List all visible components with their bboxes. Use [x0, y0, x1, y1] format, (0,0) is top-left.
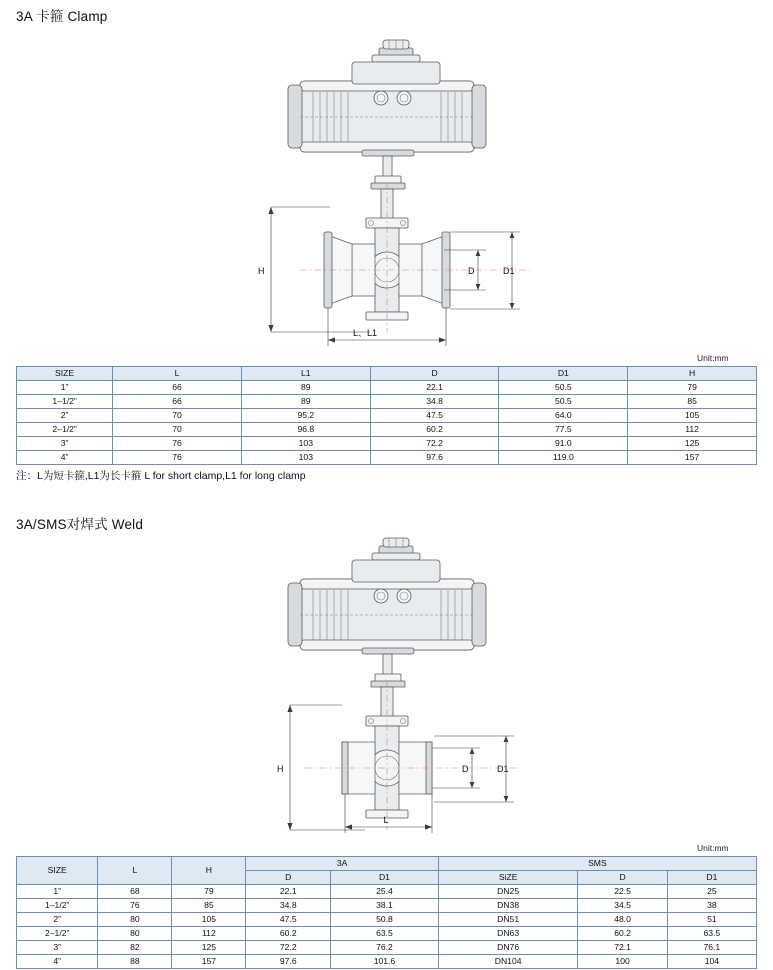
cell-sms-d1: 76.1	[667, 941, 756, 955]
cell-l: 66	[113, 395, 242, 409]
actuator-assembly	[288, 538, 486, 687]
cell-sms-size: DN51	[438, 913, 578, 927]
dimension-label-l-l1: L、L1	[352, 328, 378, 338]
dimension-label-h: H	[277, 764, 284, 774]
table-row	[17, 451, 757, 465]
th-size: SIZE	[17, 367, 113, 381]
table-row	[17, 437, 757, 451]
cell-sms-d1: 63.5	[667, 927, 756, 941]
cell-d: 34.8	[370, 395, 499, 409]
cell-l1: 103	[241, 437, 370, 451]
table-group-header-row	[17, 857, 757, 871]
cell-l: 66	[113, 381, 242, 395]
cell-h: 157	[628, 451, 757, 465]
cell-sms-size: DN104	[438, 955, 578, 969]
table-row	[17, 409, 757, 423]
table-row	[17, 927, 757, 941]
th-d: D	[370, 367, 499, 381]
section-title-weld: 3A/SMS对焊式 Weld	[16, 517, 144, 532]
cell-3a-d1: 25.4	[331, 885, 439, 899]
cell-sms-d: 22.5	[578, 885, 667, 899]
cell-l: 68	[98, 885, 172, 899]
cell-l: 76	[113, 437, 242, 451]
cell-size: 1–1/2”	[17, 395, 113, 409]
cell-size: 3”	[17, 437, 113, 451]
th-group-sms: SMS	[438, 857, 756, 871]
th-group-3a: 3A	[246, 857, 438, 871]
cell-sms-d: 72.1	[578, 941, 667, 955]
cell-d: 47.5	[370, 409, 499, 423]
cell-sms-d1: 51	[667, 913, 756, 927]
table-row	[17, 395, 757, 409]
cell-3a-d: 97.6	[246, 955, 331, 969]
clamp-spec-table	[16, 366, 757, 465]
cell-3a-d1: 101.6	[331, 955, 439, 969]
table-header-row	[17, 367, 757, 381]
cell-d: 60.2	[370, 423, 499, 437]
table-row	[17, 423, 757, 437]
cell-h: 85	[628, 395, 757, 409]
cell-3a-d1: 76.2	[331, 941, 439, 955]
section-title-clamp: 3A 卡箍 Clamp	[16, 9, 108, 24]
clamp-table-note: 注：L为短卡箍,L1为长卡箍 L for short clamp,L1 for long clamp	[16, 470, 306, 482]
cell-h: 79	[628, 381, 757, 395]
cell-3a-d1: 50.8	[331, 913, 439, 927]
cell-size: 3”	[17, 941, 98, 955]
th-l1: L1	[241, 367, 370, 381]
cell-l: 76	[98, 899, 172, 913]
cell-3a-d1: 63.5	[331, 927, 439, 941]
cell-d1: 50.5	[499, 381, 628, 395]
cell-l: 70	[113, 409, 242, 423]
table-row	[17, 899, 757, 913]
cell-sms-size: DN38	[438, 899, 578, 913]
cell-d1: 91.0	[499, 437, 628, 451]
table-row	[17, 885, 757, 899]
cell-l1: 89	[241, 395, 370, 409]
cell-size: 1”	[17, 885, 98, 899]
th-l: L	[98, 857, 172, 885]
cell-sms-d1: 104	[667, 955, 756, 969]
cell-h: 157	[172, 955, 246, 969]
dimension-label-d: D	[462, 764, 469, 774]
cell-l: 80	[98, 927, 172, 941]
cell-l1: 95.2	[241, 409, 370, 423]
table-row	[17, 955, 757, 969]
cell-h: 105	[628, 409, 757, 423]
cell-l1: 96.8	[241, 423, 370, 437]
cell-size: 1–1/2”	[17, 899, 98, 913]
cell-3a-d: 47.5	[246, 913, 331, 927]
cell-3a-d: 22.1	[246, 885, 331, 899]
cell-l: 80	[98, 913, 172, 927]
dimension-label-d1: D1	[497, 764, 509, 774]
cell-size: 4”	[17, 955, 98, 969]
cell-3a-d: 34.8	[246, 899, 331, 913]
cell-d: 97.6	[370, 451, 499, 465]
th-sms-d1: D1	[667, 871, 756, 885]
cell-size: 2–1/2”	[17, 423, 113, 437]
cell-size: 4”	[17, 451, 113, 465]
cell-h: 125	[628, 437, 757, 451]
cell-l1: 103	[241, 451, 370, 465]
th-h: H	[172, 857, 246, 885]
unit-label-clamp: Unit:mm	[697, 353, 729, 363]
table-row	[17, 381, 757, 395]
cell-l: 82	[98, 941, 172, 955]
cell-size: 1”	[17, 381, 113, 395]
cell-sms-size: DN25	[438, 885, 578, 899]
cell-sms-d1: 25	[667, 885, 756, 899]
cell-sms-size: DN63	[438, 927, 578, 941]
cell-l: 70	[113, 423, 242, 437]
th-d1: D1	[499, 367, 628, 381]
cell-d: 72.2	[370, 437, 499, 451]
cell-sms-d: 34.5	[578, 899, 667, 913]
cell-size: 2”	[17, 913, 98, 927]
cell-l: 76	[113, 451, 242, 465]
dimension-label-h: H	[258, 266, 265, 276]
th-sms-d: D	[578, 871, 667, 885]
th-size: SIZE	[17, 857, 98, 885]
clamp-valve-drawing	[0, 22, 773, 352]
cell-3a-d1: 38.1	[331, 899, 439, 913]
cell-d1: 64.0	[499, 409, 628, 423]
cell-h: 105	[172, 913, 246, 927]
dimension-label-d: D	[468, 266, 475, 276]
weld-valve-body	[305, 680, 520, 830]
cell-h: 79	[172, 885, 246, 899]
th-h: H	[628, 367, 757, 381]
table-row	[17, 941, 757, 955]
weld-spec-table	[16, 856, 757, 969]
cell-sms-size: DN76	[438, 941, 578, 955]
th-l: L	[113, 367, 242, 381]
cell-h: 112	[628, 423, 757, 437]
unit-label-weld: Unit:mm	[697, 843, 729, 853]
cell-l1: 89	[241, 381, 370, 395]
th-3a-d1: D1	[331, 871, 439, 885]
cell-sms-d: 60.2	[578, 927, 667, 941]
cell-d: 22.1	[370, 381, 499, 395]
cell-h: 85	[172, 899, 246, 913]
cell-size: 2–1/2”	[17, 927, 98, 941]
cell-d1: 119.0	[499, 451, 628, 465]
actuator-assembly	[288, 40, 486, 189]
cell-h: 125	[172, 941, 246, 955]
cell-3a-d: 72.2	[246, 941, 331, 955]
cell-sms-d1: 38	[667, 899, 756, 913]
cell-sms-d: 48.0	[578, 913, 667, 927]
cell-sms-d: 100	[578, 955, 667, 969]
dimension-label-d1: D1	[503, 266, 515, 276]
cell-3a-d: 60.2	[246, 927, 331, 941]
th-3a-d: D	[246, 871, 331, 885]
cell-size: 2”	[17, 409, 113, 423]
cell-h: 112	[172, 927, 246, 941]
table-row	[17, 913, 757, 927]
th-sms-size: SiZE	[438, 871, 578, 885]
cell-l: 88	[98, 955, 172, 969]
cell-d1: 50.5	[499, 395, 628, 409]
cell-d1: 77.5	[499, 423, 628, 437]
clamp-valve-body	[300, 182, 530, 332]
weld-valve-drawing	[0, 530, 773, 840]
dimension-label-l: L	[383, 815, 389, 825]
